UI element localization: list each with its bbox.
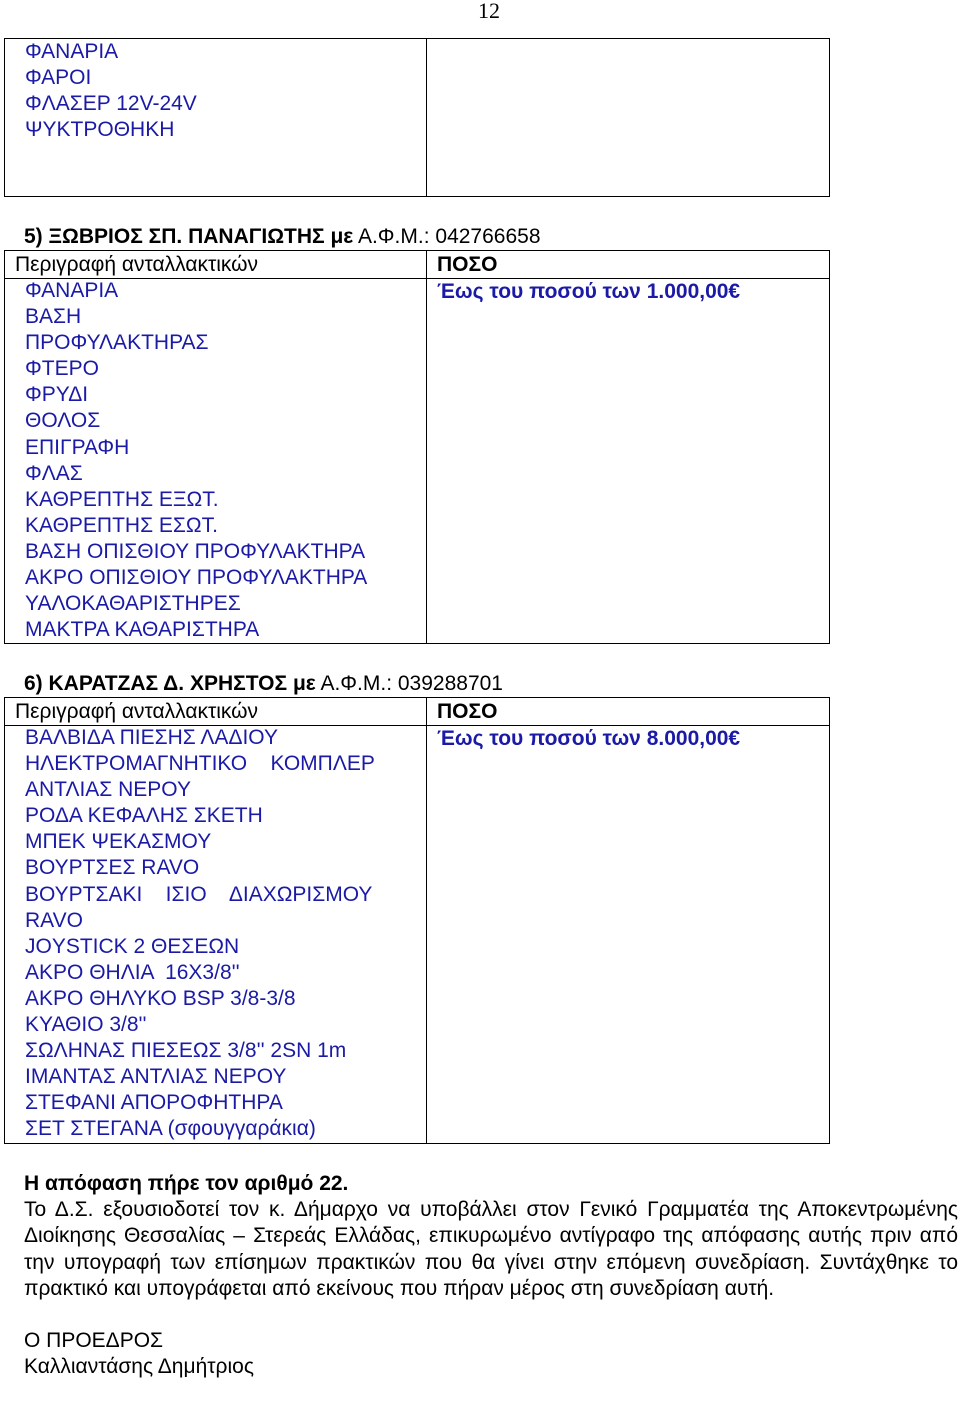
section-5-table <box>4 250 830 644</box>
list-item: ΕΠΙΓΡΑΦΗ <box>25 435 130 459</box>
list-item: ΒΟΥΡΤΣΑΚΙ ΙΣΙΟ ΔΙΑΧΩΡΙΣΜΟΥ <box>25 882 373 906</box>
column-divider <box>426 698 427 1143</box>
list-item: ΜΑΚΤΡΑ ΚΑΘΑΡΙΣΤΗΡΑ <box>25 618 260 642</box>
amount-limit: Έως του ποσού των 1.000,00€ <box>437 280 741 303</box>
list-item: ΣΕΤ ΣΤΕΓΑΝΑ (σφουγγαράκια) <box>25 1117 316 1141</box>
list-item: ΦΡΥΔΙ <box>25 383 89 407</box>
column-divider <box>426 251 427 643</box>
section-6-table <box>4 697 830 1144</box>
list-item: ΥΑΛΟΚΑΘΑΡΙΣΤΗΡΕΣ <box>25 592 241 616</box>
afm-value: : 042766658 <box>423 225 541 248</box>
list-item: ΜΠΕΚ ΨΕΚΑΣΜΟΥ <box>25 830 212 854</box>
list-item: ΨΥΚΤΡΟΘΗΚΗ <box>25 118 175 142</box>
section-5-title <box>24 224 541 250</box>
list-item: ΠΡΟΦΥΛΑΚΤΗΡΑΣ <box>25 331 209 355</box>
amount-limit: Έως του ποσού των 8.000,00€ <box>437 727 741 750</box>
parts-list <box>25 39 197 143</box>
list-item: ΣΩΛΗΝΑΣ ΠΙΕΣΕΩΣ 3/8'' 2SN 1m <box>25 1039 347 1063</box>
supplier-name: 6) ΚΑΡΑΤΖΑΣ Δ. ΧΡΗΣΤΟΣ με <box>24 672 316 695</box>
list-item: ΦΑΝΑΡΙΑ <box>25 40 119 63</box>
list-item: ΒΑΣΗ <box>25 305 82 329</box>
list-item: ΦΛΑΣΕΡ 12V-24V <box>25 92 197 116</box>
signatory-title: Ο ΠΡΟΕΔΡΟΣ <box>24 1329 164 1353</box>
column-header-description: Περιγραφή ανταλλακτικών <box>15 700 259 723</box>
list-item: ΑΚΡΟ ΘΗΛΥΚΟ BSP 3/8-3/8 <box>25 986 296 1010</box>
list-item: ΦΑΝΑΡΙΑ <box>25 279 119 302</box>
list-item: ΑΝΤΛΙΑΣ ΝΕΡΟΥ <box>25 778 191 802</box>
list-item: ΑΚΡΟ ΘΗΛΙΑ 16Χ3/8'' <box>25 960 240 984</box>
list-item: ΦΑΡΟΙ <box>25 66 92 90</box>
list-item: JOYSTICK 2 ΘΕΣΕΩΝ <box>25 934 240 958</box>
list-item: ΦΛΑΣ <box>25 461 83 485</box>
afm-label: Α.Φ.Μ. <box>353 225 424 248</box>
page-number: 12 <box>478 0 500 23</box>
column-header-description: Περιγραφή ανταλλακτικών <box>15 253 259 276</box>
list-item: ΒΑΛΒΙΔΑ ΠΙΕΣΗΣ ΛΑΔΙΟΥ <box>25 726 278 749</box>
list-item: ΚΥΑΘΙΟ 3/8'' <box>25 1013 147 1037</box>
table-header-row <box>5 698 829 726</box>
list-item: ΒΑΣΗ ΟΠΙΣΘΙΟΥ ΠΡΟΦΥΛΑΚΤΗΡΑ <box>25 539 366 563</box>
column-header-amount: ΠΟΣΟ <box>437 253 498 276</box>
list-item: RAVO <box>25 908 83 932</box>
list-item: ΒΟΥΡΤΣΕΣ RAVO <box>25 856 200 880</box>
list-item: ΙΜΑΝΤΑΣ ΑΝΤΛΙΑΣ ΝΕΡΟΥ <box>25 1065 287 1089</box>
supplier-name: 5) ΞΩΒΡΙΟΣ ΣΠ. ΠΑΝΑΓΙΩΤΗΣ με <box>24 225 354 248</box>
list-item: ΡΟΔΑ ΚΕΦΑΛΗΣ ΣΚΕΤΗ <box>25 804 263 828</box>
list-item: ΘΟΛΟΣ <box>25 409 101 433</box>
signatory-name: Καλλιαντάσης Δημήτριος <box>24 1355 254 1379</box>
list-item: ΣΤΕΦΑΝΙ ΑΠΟΡΟΦΗΤΗΡΑ <box>25 1091 283 1115</box>
parts-table-continued <box>4 38 830 197</box>
column-header-amount: ΠΟΣΟ <box>437 700 498 723</box>
list-item: ΗΛΕΚΤΡΟΜΑΓΝΗΤΙΚΟ ΚΟΜΠΛΕΡ <box>25 752 375 776</box>
parts-list <box>25 725 375 1143</box>
list-item: ΦΤΕΡΟ <box>25 357 99 381</box>
section-6-title <box>24 671 503 697</box>
list-item: ΚΑΘΡΕΠΤΗΣ ΕΞΩΤ. <box>25 487 219 511</box>
afm-label: Α.Φ.Μ. <box>315 672 387 695</box>
authorization-paragraph: Το Δ.Σ. εξουσιοδοτεί τον κ. Δήμαρχο να υποβάλλει στον Γενικό Γραμματέα της Αποκεντρωμένης Διοίκησης Θεσσαλίας – Στερεάς Ελλάδας, επικυρωμένο αντίγραφο της απόφασης αυτής πριν από την υπογραφή των επίσημων πρακτικών που θα γίνει στην επόμενη συνεδρίαση. Συντάχθηκε το πρακτικό και υπογράφεται από εκείνους που πήραν μέρος στη συνεδρίαση αυτή. <box>24 1198 958 1300</box>
list-item: ΑΚΡΟ ΟΠΙΣΘΙΟΥ ΠΡΟΦΥΛΑΚΤΗΡΑ <box>25 566 368 590</box>
decision-number: Η απόφαση πήρε τον αριθμό 22. <box>24 1172 349 1195</box>
column-divider <box>426 39 427 196</box>
table-header-row <box>5 251 829 279</box>
list-item: ΚΑΘΡΕΠΤΗΣ ΕΣΩΤ. <box>25 513 218 537</box>
afm-value: : 039288701 <box>386 672 503 695</box>
parts-list <box>25 278 367 643</box>
decision-footer <box>24 1171 958 1380</box>
